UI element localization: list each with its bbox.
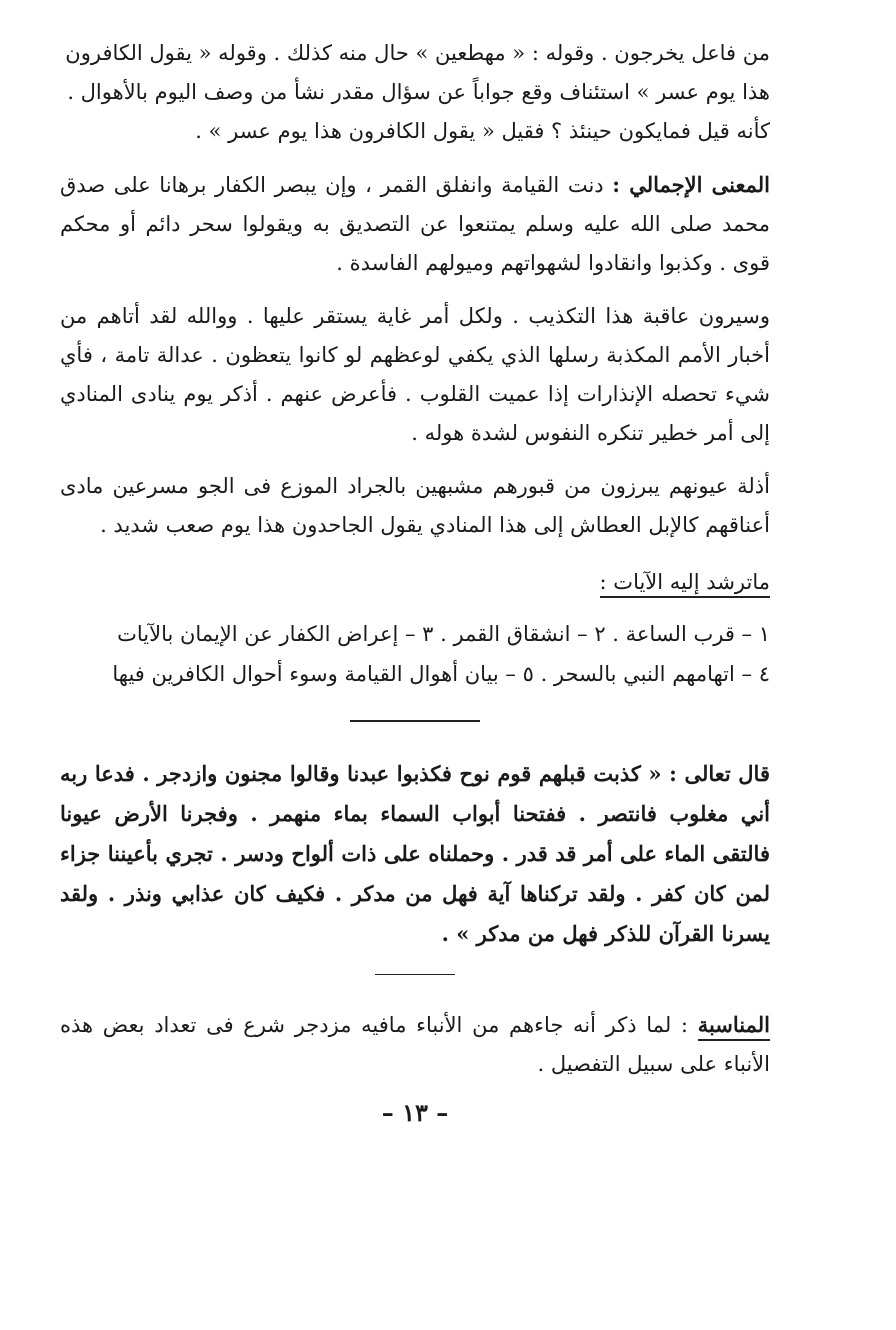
consequence-text: وسيرون عاقبة هذا التكذيب . ولكل أمر غاية يستقر عليها . ووالله لقد أتاهم من أخبار الأمم المكذبة رسلها الذي يكفي لوعظهم لو كانوا يتعظون . عدالة تامة ، فأي شيء تحصله الإنذارات إذا عميت القلوب . فأعرض عنهم . أذكر يوم ينادى المنادي إلى أمر خطير تنكره النفوس لشدة هوله . bbox=[60, 304, 770, 445]
guidance-heading: ماترشد إليه الآيات : bbox=[600, 570, 770, 598]
relevance-section bbox=[60, 1005, 770, 1084]
page-number: – ١٣ – bbox=[381, 1098, 449, 1127]
general-meaning-paragraph bbox=[60, 165, 770, 283]
general-meaning-label: المعنى الإجمالي : bbox=[612, 172, 770, 197]
day-of-rising-text: أذلة عيونهم يبرزون من قبورهم مشبهين بالجراد الموزع فى الجو مسرعين مادى أعناقهم كالإبل العطاش إلى هذا المنادي يقول الجاحدون هذا يوم صعب شديد . bbox=[60, 474, 770, 537]
relevance-text: : لما ذكر أنه جاءهم من الأنباء مافيه مزدجر شرع فى تعداد بعض هذه الأنباء على سبيل التفصيل . bbox=[60, 1013, 770, 1076]
quran-verses-section bbox=[60, 754, 770, 954]
guidance-heading-row bbox=[60, 563, 770, 602]
guidance-list bbox=[60, 614, 770, 694]
commentary-line-3: كأنه قيل فمايكون حينئذ ؟ فقيل « يقول الكافرون هذا يوم عسر » . bbox=[195, 119, 770, 143]
commentary-line-1: من فاعل يخرجون . وقوله : « مهطعين » حال منه كذلك . وقوله « يقول الكافرون bbox=[65, 41, 770, 65]
quran-verses-text: قال تعالى : « كذبت قبلهم قوم نوح فكذبوا عبدنا وقالوا مجنون وازدجر . فدعا ربه أني مغلوب فانتصر . ففتحنا أبواب السماء بماء منهمر . وفجرنا الأرض عيونا فالتقى الماء على أمر قد قدر . وحملناه على ذات ألواح ودسر . تجري بأعيننا جزاء لمن كان كفر . ولقد تركناها آية فهل من مدكر . فكيف كان عذابي ونذر . ولقد يسرنا القرآن للذكر فهل من مدكر » . bbox=[60, 761, 770, 946]
commentary-paragraph bbox=[60, 34, 770, 151]
general-meaning-section bbox=[60, 165, 770, 283]
general-meaning-text: دنت القيامة وانفلق القمر ، وإن يبصر الكفار برهانا على صدق محمد صلى الله عليه وسلم يمتنعوا عن التصديق به ويقولوا سحر دائم أو محكم قوى . وكذبوا وانقادوا لشهواتهم وميولهم الفاسدة . bbox=[60, 173, 770, 275]
document-page bbox=[60, 34, 770, 1127]
commentary-line-2: هذا يوم عسر » استئناف وقع جواباً عن سؤال مقدر نشأ من وصف اليوم بالأهوال . bbox=[67, 80, 770, 104]
section-divider-short bbox=[375, 974, 455, 975]
day-of-rising-paragraph bbox=[60, 467, 770, 545]
consequence-paragraph bbox=[60, 297, 770, 453]
relevance-paragraph bbox=[60, 1005, 770, 1084]
relevance-label: المناسبة bbox=[698, 1012, 770, 1041]
guidance-line-2: ٤ – اتهامهم النبي بالسحر . ٥ – بيان أهوال القيامة وسوء أحوال الكافرين فيها bbox=[112, 662, 770, 686]
section-divider bbox=[350, 720, 480, 722]
guidance-line-1: ١ – قرب الساعة . ٢ – انشقاق القمر . ٣ – إعراض الكفار عن الإيمان بالآيات bbox=[117, 622, 770, 646]
